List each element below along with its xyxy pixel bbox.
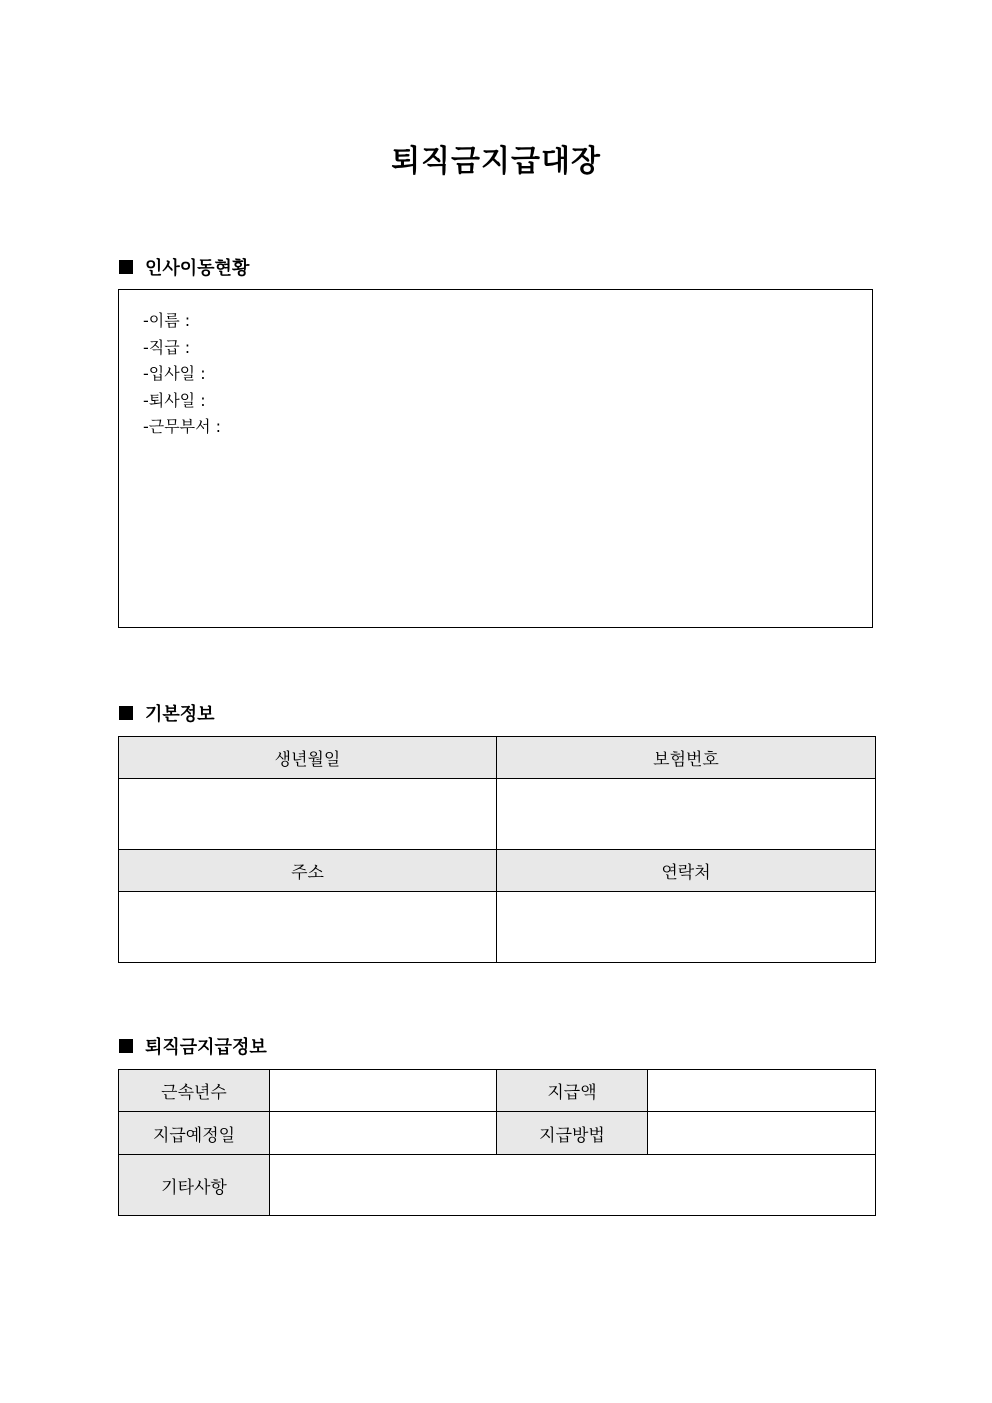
- years-of-service-label: 근속년수: [119, 1070, 270, 1112]
- payment-amount-label: 지급액: [497, 1070, 648, 1112]
- section-heading-basic: [119, 700, 215, 726]
- section-title: 인사이동현황: [145, 258, 250, 279]
- scheduled-date-cell[interactable]: [270, 1112, 497, 1155]
- scheduled-date-label: 지급예정일: [119, 1112, 270, 1155]
- address-header: 주소: [119, 850, 497, 892]
- severance-info-table: [118, 1069, 876, 1216]
- contact-header: 연락처: [497, 850, 876, 892]
- square-bullet-icon: [119, 1039, 133, 1053]
- leave-date-line: -퇴사일 :: [143, 390, 206, 410]
- square-bullet-icon: [119, 260, 133, 274]
- birthdate-cell[interactable]: [119, 779, 497, 850]
- document-title: 퇴직금지급대장: [391, 144, 601, 179]
- hire-date-line: -입사일 :: [143, 364, 206, 383]
- years-of-service-cell[interactable]: [270, 1070, 497, 1112]
- department-line: -근무부서 :: [143, 417, 222, 436]
- insurance-number-cell[interactable]: [497, 779, 876, 850]
- name-line: -이름 :: [143, 311, 191, 330]
- section-title: 퇴직금지급정보: [145, 1037, 267, 1058]
- section-title: 기본정보: [145, 704, 215, 725]
- section-heading-severance: [119, 1033, 267, 1059]
- basic-info-table: [118, 736, 876, 963]
- address-cell[interactable]: [119, 892, 497, 963]
- square-bullet-icon: [119, 706, 133, 720]
- personnel-info-box[interactable]: [118, 289, 873, 628]
- section-heading-personnel: [119, 254, 249, 280]
- position-line: -직급 :: [143, 337, 191, 357]
- insurance-number-header: 보험번호: [497, 737, 876, 779]
- birthdate-header: 생년월일: [119, 737, 497, 779]
- contact-cell[interactable]: [497, 892, 876, 963]
- payment-amount-cell[interactable]: [648, 1070, 876, 1112]
- payment-method-label: 지급방법: [497, 1112, 648, 1155]
- payment-method-cell[interactable]: [648, 1112, 876, 1155]
- other-notes-label: 기타사항: [119, 1155, 270, 1216]
- other-notes-cell[interactable]: [270, 1155, 876, 1216]
